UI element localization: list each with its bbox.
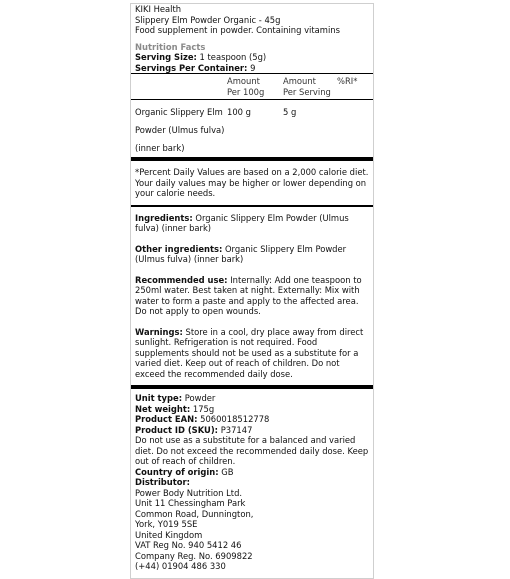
product-meta	[131, 389, 373, 578]
servings-per-container	[135, 63, 369, 74]
col-header-serving: Amount Per Serving	[283, 76, 331, 97]
amount-per-serving: 5 g	[283, 107, 297, 117]
net-weight: Net weight: 175g	[135, 403, 215, 414]
address-line: VAT Reg No. 940 5412 46	[135, 540, 242, 550]
table-row	[131, 100, 373, 157]
serving-size-label: Serving Size:	[135, 52, 197, 62]
nutrition-table-header	[131, 74, 373, 99]
product-ean: Product EAN: 5060018512778	[135, 414, 270, 424]
distributor-label: Distributor:	[135, 477, 191, 487]
ingredient-name: Organic Slippery Elm Powder (Ulmus fulva) (inner bark)	[135, 107, 225, 153]
footnote: *Percent Daily Values are based on a 2,000 calorie diet. Your daily values may be higher or lower depending on your calorie needs.	[135, 167, 369, 198]
amount-per100: 100 g	[227, 107, 251, 117]
address-line: York, Y019 5SE	[135, 519, 198, 529]
product-name: Slippery Elm Powder Organic - 45g	[135, 14, 281, 25]
nutrition-table	[131, 74, 373, 99]
product-description: Food supplement in powder. Containing vitamins	[135, 25, 340, 35]
distributor-address	[135, 488, 369, 572]
unit-type: Unit type: Powder	[135, 393, 216, 403]
recommended-use: Recommended use: Internally: Add one teaspoon to 250ml water. Best taken at night. Externally: Mix with water to form a paste and apply to the affected area. Do not apply to open wounds.	[135, 274, 362, 316]
product-info	[131, 207, 373, 386]
serving-size-value: 1 teaspoon (5g)	[199, 52, 267, 62]
address-line: Power Body Nutrition Ltd.	[135, 487, 243, 498]
warnings: Warnings: Store in a cool, dry place away from direct sunlight. Refrigeration is not required. Food supplements should not be used as a substitute for a varied diet. Keep out of reach of children. Do not exceed the recommended daily dose.	[135, 326, 364, 379]
disclaimer: Do not use as a substitute for a balanced and varied diet. Do not exceed the recommended daily dose. Keep out of reach of children.	[135, 435, 369, 466]
address-line: Common Road, Dunnington,	[135, 508, 254, 519]
ingredients: Ingredients: Organic Slippery Elm Powder (Ulmus fulva) (inner bark)	[135, 212, 349, 233]
servings-label: Servings Per Container:	[135, 62, 248, 73]
address-line: (+44) 01904 486 330	[135, 561, 226, 571]
serving-size	[135, 52, 369, 63]
servings-value: 9	[250, 62, 256, 73]
supplement-label	[130, 3, 374, 579]
product-sku: Product ID (SKU): P37147	[135, 424, 253, 435]
nutrition-facts-title: Nutrition Facts	[135, 41, 206, 52]
country-of-origin: Country of origin: GB	[135, 466, 234, 477]
address-line: United Kingdom	[135, 529, 203, 540]
label-header	[131, 4, 373, 73]
other-ingredients: Other ingredients: Organic Slippery Elm Powder (Ulmus fulva) (inner bark)	[135, 243, 347, 264]
brand-name: KIKI Health	[135, 4, 182, 14]
address-line: Company Reg. No. 6909822	[135, 550, 253, 561]
nutrition-table-body	[131, 100, 373, 157]
col-header-per100: Amount Per 100g	[227, 76, 265, 97]
col-header-ri: %RI*	[337, 76, 358, 86]
address-line: Unit 11 Chessingham Park	[135, 498, 246, 508]
